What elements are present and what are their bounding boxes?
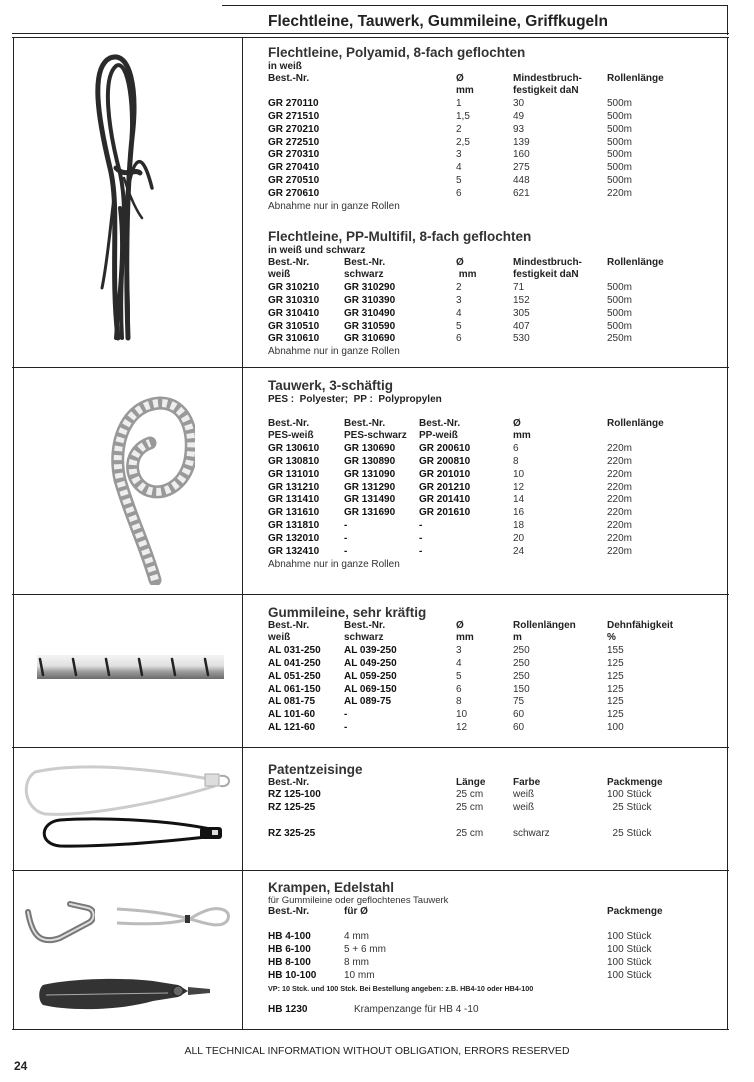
- table-cell: 20: [513, 533, 525, 545]
- column-header: Mindestbruch-: [513, 73, 582, 84]
- table-cell: 152: [513, 294, 530, 306]
- grid-bottom-border: [12, 1029, 729, 1030]
- table-cell: -: [419, 546, 423, 558]
- table-row: [268, 645, 697, 658]
- table-cell: weiß: [513, 789, 535, 801]
- table-cell: 220m: [607, 455, 633, 467]
- table-cell: GR 201410: [419, 494, 471, 506]
- table-cell: 10: [456, 709, 468, 721]
- table-cell: 4: [456, 307, 462, 319]
- column-header: Rollenlängen: [513, 620, 576, 631]
- table-cell: 2: [456, 123, 462, 135]
- table-row: [268, 815, 697, 841]
- table-cell: 448: [513, 175, 530, 187]
- section-heading: Flechtleine, PP-Multifil, 8-fach geflochten: [268, 229, 532, 244]
- table-cell: 125: [607, 670, 624, 682]
- table-cell: HB 4-100: [268, 931, 311, 943]
- product-table-pp-multifil: [268, 257, 697, 346]
- table-row: [268, 482, 697, 495]
- table-cell: GR 200610: [419, 442, 471, 454]
- section-heading: Tauwerk, 3-schäftig: [268, 378, 394, 393]
- table-cell: 25 cm: [456, 828, 484, 840]
- column-header: Mindestbruch-: [513, 257, 582, 268]
- table-cell: GR 270410: [268, 162, 320, 174]
- table-cell: AL 121-60: [268, 722, 316, 734]
- table-cell: 24: [513, 546, 525, 558]
- table-header: Best.-Nr. PES-weiß Best.-Nr. PES-schwarz Best.-Nr. PP-weiß Ø mm Rollenlänge: [268, 418, 664, 442]
- table-row: [268, 321, 697, 334]
- table-cell: 8: [513, 455, 519, 467]
- black-braided-line-image: [80, 48, 170, 343]
- crimping-pliers-image: [38, 975, 218, 1015]
- table-cell: -: [344, 546, 348, 558]
- table-row: [268, 137, 697, 150]
- column-header: Farbe: [513, 777, 541, 788]
- column-header: Packmenge: [607, 906, 663, 917]
- table-cell: GR 310210: [268, 281, 320, 293]
- table-cell: RZ 125-25: [268, 802, 316, 814]
- table-cell: 220m: [607, 507, 633, 519]
- table-cell: 220m: [607, 533, 633, 545]
- table-row: [268, 671, 697, 684]
- table-cell: 100 Stück: [607, 957, 652, 969]
- table-cell: 5 + 6 mm: [344, 944, 386, 956]
- table-cell: 6: [456, 683, 462, 695]
- table-cell: 25 cm: [456, 802, 484, 814]
- table-cell: 500m: [607, 294, 633, 306]
- column-header: Best.-Nr.: [344, 620, 386, 631]
- table-cell: GR 132010: [268, 533, 320, 545]
- column-header: Best.-Nr.: [268, 257, 310, 268]
- table-cell: 220m: [607, 520, 633, 532]
- section-subheading: in weiß: [268, 61, 302, 72]
- table-cell: 220m: [607, 494, 633, 506]
- column-header: Best.-Nr.: [268, 620, 310, 631]
- table-cell: 500m: [607, 320, 633, 332]
- table-cell: AL 049-250: [344, 657, 397, 669]
- title-box-right: [727, 5, 728, 35]
- row-divider: [12, 747, 729, 748]
- table-cell: 16: [513, 507, 525, 519]
- table-row: [268, 308, 697, 321]
- table-cell: GR 131090: [344, 468, 396, 480]
- table-cell: GR 132410: [268, 546, 320, 558]
- column-header: Ø: [456, 73, 464, 84]
- table-cell: 5: [456, 175, 462, 187]
- tool-description: Krampenzange für HB 4 -10: [354, 1004, 479, 1016]
- table-cell: 100: [607, 722, 624, 734]
- table-row: [268, 175, 697, 188]
- column-header: Ø: [513, 418, 521, 429]
- table-cell: AL 031-250: [268, 644, 321, 656]
- table-cell: GR 130890: [344, 455, 396, 467]
- table-cell: 220m: [607, 442, 633, 454]
- table-cell: 12: [456, 722, 468, 734]
- table-cell: 3: [456, 294, 462, 306]
- table-cell: 250: [513, 657, 530, 669]
- section-patentzeisinge: [268, 762, 697, 841]
- column-header: Rollenlänge: [607, 73, 664, 84]
- table-row: [268, 696, 697, 709]
- table-cell: -: [344, 533, 348, 545]
- table-cell: 220m: [607, 546, 633, 558]
- table-cell: GR 310590: [344, 320, 396, 332]
- section-heading: Patentzeisinge: [268, 762, 363, 777]
- table-cell: GR 310410: [268, 307, 320, 319]
- table-row: [268, 722, 697, 735]
- table-cell: 10: [513, 468, 525, 480]
- table-row: [268, 709, 697, 722]
- grid-right-border: [727, 37, 728, 1030]
- product-table-polyamid: [268, 73, 697, 201]
- table-cell: schwarz: [513, 828, 550, 840]
- table-cell: AL 051-250: [268, 670, 321, 682]
- table-cell: 4 mm: [344, 931, 369, 943]
- table-row: [268, 658, 697, 671]
- table-cell: 71: [513, 281, 525, 293]
- table-cell: GR 310310: [268, 294, 320, 306]
- table-cell: GR 130810: [268, 455, 320, 467]
- table-cell: RZ 325-25: [268, 828, 316, 840]
- table-cell: 250: [513, 644, 530, 656]
- table-cell: GR 200810: [419, 455, 471, 467]
- table-cell: AL 061-150: [268, 683, 321, 695]
- table-cell: 220m: [607, 188, 633, 200]
- table-header: Best.-Nr. Ø mm Mindestbruch- festigkeit daN Rollenlänge: [268, 73, 664, 97]
- table-cell: GR 310290: [344, 281, 396, 293]
- table-header: Best.-Nr. weiß Best.-Nr. schwarz Ø mm Rollenlängen m Dehnfähigkeit %: [268, 620, 674, 644]
- table-cell: 100 Stück: [607, 931, 652, 943]
- table-cell: 60: [513, 709, 525, 721]
- table-row: [268, 456, 697, 469]
- product-table-tauwerk: [268, 418, 697, 559]
- table-cell: GR 310490: [344, 307, 396, 319]
- table-row: [268, 282, 697, 295]
- table-row: [268, 443, 697, 456]
- table-cell: 250m: [607, 333, 633, 345]
- section-subheading: in weiß und schwarz: [268, 245, 366, 256]
- table-cell: GR 131490: [344, 494, 396, 506]
- table-cell: 18: [513, 520, 525, 532]
- table-cell: RZ 125-100: [268, 789, 321, 801]
- table-cell: GR 130690: [344, 442, 396, 454]
- table-cell: 6: [456, 333, 462, 345]
- table-cell: 125: [607, 709, 624, 721]
- table-cell: 139: [513, 136, 530, 148]
- column-header: Packmenge: [607, 777, 663, 788]
- column-header: Dehnfähigkeit: [607, 620, 674, 631]
- table-cell: HB 10-100: [268, 970, 317, 982]
- table-cell: AL 101-60: [268, 709, 316, 721]
- table-header: [268, 777, 697, 789]
- section-gummileine: [268, 605, 697, 735]
- column-header: Länge: [456, 777, 486, 788]
- table-row: [268, 507, 697, 520]
- table-cell: 100 Stück: [607, 970, 652, 982]
- elastic-cord-image: [36, 653, 226, 681]
- page-title: Flechtleine, Tauwerk, Gummileine, Griffkugeln: [268, 13, 608, 30]
- column-header: Rollenlänge: [607, 418, 664, 429]
- tool-code: HB 1230: [268, 1004, 308, 1016]
- patent-ties-image: [20, 762, 235, 852]
- row-divider: [12, 367, 729, 368]
- product-table-gummileine: [268, 620, 697, 735]
- table-row: [268, 789, 697, 802]
- table-header: Best.-Nr. weiß Best.-Nr. schwarz Ø mm Mindestbruch- festigkeit daN Rollenlänge: [268, 257, 664, 281]
- table-row: [268, 98, 697, 111]
- product-table-krampen: [268, 906, 697, 983]
- table-cell: GR 131810: [268, 520, 320, 532]
- table-cell: 5: [456, 320, 462, 332]
- table-cell: -: [344, 709, 348, 721]
- table-cell: 1,5: [456, 110, 470, 122]
- table-cell: -: [344, 722, 348, 734]
- table-cell: 160: [513, 149, 530, 161]
- table-row: [268, 149, 697, 162]
- table-cell: 10 mm: [344, 970, 375, 982]
- table-cell: GR 131690: [344, 507, 396, 519]
- table-cell: HB 6-100: [268, 944, 311, 956]
- order-note: VP: 10 Stck. und 100 Stck. Bei Bestellung angeben: z.B. HB4-10 oder HB4-100: [268, 984, 534, 994]
- column-header: Best.-Nr.: [268, 777, 310, 788]
- table-cell: GR 270510: [268, 175, 320, 187]
- table-cell: GR 270610: [268, 188, 320, 200]
- table-cell: 530: [513, 333, 530, 345]
- table-row: [268, 520, 697, 533]
- column-header: für Ø: [344, 906, 368, 917]
- section-subheading: für Gummileine oder geflochtenes Tauwerk: [268, 895, 449, 906]
- grid-left-border: [13, 37, 14, 1030]
- table-cell: GR 201610: [419, 507, 471, 519]
- section-heading: Gummileine, sehr kräftig: [268, 605, 427, 620]
- table-cell: AL 081-75: [268, 696, 316, 708]
- table-cell: weiß: [513, 802, 535, 814]
- table-cell: GR 201210: [419, 481, 471, 493]
- table-cell: 100 Stück: [607, 789, 652, 801]
- table-row: [268, 333, 697, 346]
- table-cell: 25 Stück: [607, 828, 652, 840]
- table-cell: GR 131410: [268, 494, 320, 506]
- table-cell: AL 041-250: [268, 657, 321, 669]
- table-cell: 150: [513, 683, 530, 695]
- section-subheading: PES : Polyester; PP : Polypropylen: [268, 394, 442, 405]
- table-row: [268, 162, 697, 175]
- column-header: Ø: [456, 620, 464, 631]
- table-cell: 8 mm: [344, 957, 369, 969]
- table-row: [268, 931, 697, 944]
- table-cell: 407: [513, 320, 530, 332]
- section-krampen: [268, 880, 697, 1017]
- title-double-line-1: [12, 33, 729, 34]
- table-row: [268, 494, 697, 507]
- page-number: 24: [14, 1059, 28, 1073]
- table-cell: 500m: [607, 110, 633, 122]
- table-header: [268, 906, 697, 918]
- table-cell: GR 131210: [268, 481, 320, 493]
- section-pp-multifil: [268, 229, 697, 357]
- table-cell: AL 069-150: [344, 683, 397, 695]
- table-row: [268, 295, 697, 308]
- table-row: [268, 970, 697, 983]
- table-cell: 25 cm: [456, 789, 484, 801]
- table-cell: 500m: [607, 307, 633, 319]
- table-row: [268, 957, 697, 970]
- table-cell: GR 131610: [268, 507, 320, 519]
- table-cell: 6: [513, 442, 519, 454]
- section-note: Abnahme nur in ganze Rollen: [268, 558, 400, 570]
- table-cell: 305: [513, 307, 530, 319]
- section-heading: Krampen, Edelstahl: [268, 880, 395, 895]
- table-cell: HB 8-100: [268, 957, 311, 969]
- table-cell: -: [419, 533, 423, 545]
- table-cell: 14: [513, 494, 525, 506]
- row-divider: [12, 870, 729, 871]
- table-cell: 60: [513, 722, 525, 734]
- table-cell: 4: [456, 162, 462, 174]
- table-cell: 49: [513, 110, 525, 122]
- table-cell: GR 310510: [268, 320, 320, 332]
- table-cell: GR 310610: [268, 333, 320, 345]
- table-cell: 3: [456, 149, 462, 161]
- table-cell: 75: [513, 696, 525, 708]
- section-heading: Flechtleine, Polyamid, 8-fach geflochten: [268, 45, 526, 60]
- table-cell: 1: [456, 97, 462, 109]
- table-cell: GR 201010: [419, 468, 471, 480]
- title-box-top: [222, 5, 728, 6]
- table-cell: 500m: [607, 149, 633, 161]
- table-row: [268, 546, 697, 559]
- white-twisted-rope-image: [60, 385, 195, 585]
- table-row: [268, 684, 697, 697]
- tool-row: [268, 999, 697, 1017]
- column-header: Best.-Nr.: [268, 418, 310, 429]
- table-cell: 6: [456, 188, 462, 200]
- disclaimer-footer: ALL TECHNICAL INFORMATION WITHOUT OBLIGATION, ERRORS RESERVED: [184, 1045, 570, 1057]
- section-tauwerk: [268, 378, 697, 570]
- table-cell: GR 270210: [268, 123, 320, 135]
- table-cell: 155: [607, 644, 624, 656]
- table-cell: 125: [607, 657, 624, 669]
- section-note: Abnahme nur in ganze Rollen: [268, 201, 400, 213]
- section-polyamid: [268, 45, 697, 212]
- table-cell: 4: [456, 657, 462, 669]
- table-cell: GR 271510: [268, 110, 320, 122]
- table-cell: 100 Stück: [607, 944, 652, 956]
- table-cell: 93: [513, 123, 525, 135]
- product-table-patentzeisinge: [268, 777, 697, 841]
- table-cell: 8: [456, 696, 462, 708]
- table-cell: 500m: [607, 175, 633, 187]
- stapled-loop-image: [115, 903, 235, 933]
- title-double-line-2: [12, 37, 729, 38]
- table-cell: 500m: [607, 136, 633, 148]
- table-cell: 30: [513, 97, 525, 109]
- table-cell: GR 131290: [344, 481, 396, 493]
- table-cell: 12: [513, 481, 525, 493]
- table-cell: GR 310690: [344, 333, 396, 345]
- column-header: Best.-Nr.: [419, 418, 461, 429]
- table-cell: 3: [456, 644, 462, 656]
- table-cell: 250: [513, 670, 530, 682]
- table-row: [268, 533, 697, 546]
- table-cell: 220m: [607, 481, 633, 493]
- table-cell: 500m: [607, 97, 633, 109]
- table-cell: GR 272510: [268, 136, 320, 148]
- table-cell: 275: [513, 162, 530, 174]
- table-row: [268, 188, 697, 201]
- table-cell: 2: [456, 281, 462, 293]
- staple-image: [20, 890, 95, 950]
- table-cell: 500m: [607, 162, 633, 174]
- table-row: [268, 944, 697, 957]
- grid-column-divider: [242, 37, 243, 1030]
- column-header: Best.-Nr.: [344, 257, 386, 268]
- table-cell: -: [344, 520, 348, 532]
- table-cell: 220m: [607, 468, 633, 480]
- table-row: [268, 124, 697, 137]
- row-divider: [12, 594, 729, 595]
- table-cell: GR 270310: [268, 149, 320, 161]
- column-header: Best.-Nr.: [268, 906, 310, 917]
- table-cell: AL 089-75: [344, 696, 392, 708]
- table-cell: 2,5: [456, 136, 470, 148]
- column-header: Best.-Nr.: [344, 418, 386, 429]
- table-row: [268, 802, 697, 815]
- column-header: Best.-Nr.: [268, 73, 310, 84]
- column-header: Rollenlänge: [607, 257, 664, 268]
- table-cell: AL 039-250: [344, 644, 397, 656]
- table-cell: GR 131010: [268, 468, 320, 480]
- column-header: Ø: [456, 257, 464, 268]
- section-note: Abnahme nur in ganze Rollen: [268, 346, 400, 358]
- table-cell: 621: [513, 188, 530, 200]
- table-row: [268, 469, 697, 482]
- table-cell: 125: [607, 696, 624, 708]
- table-cell: GR 270110: [268, 97, 319, 109]
- table-cell: 25 Stück: [607, 802, 652, 814]
- table-cell: AL 059-250: [344, 670, 397, 682]
- table-cell: 5: [456, 670, 462, 682]
- table-cell: 500m: [607, 123, 633, 135]
- table-row: [268, 111, 697, 124]
- table-cell: -: [419, 520, 423, 532]
- table-cell: GR 130610: [268, 442, 320, 454]
- table-cell: 125: [607, 683, 624, 695]
- table-cell: GR 310390: [344, 294, 396, 306]
- table-cell: 500m: [607, 281, 633, 293]
